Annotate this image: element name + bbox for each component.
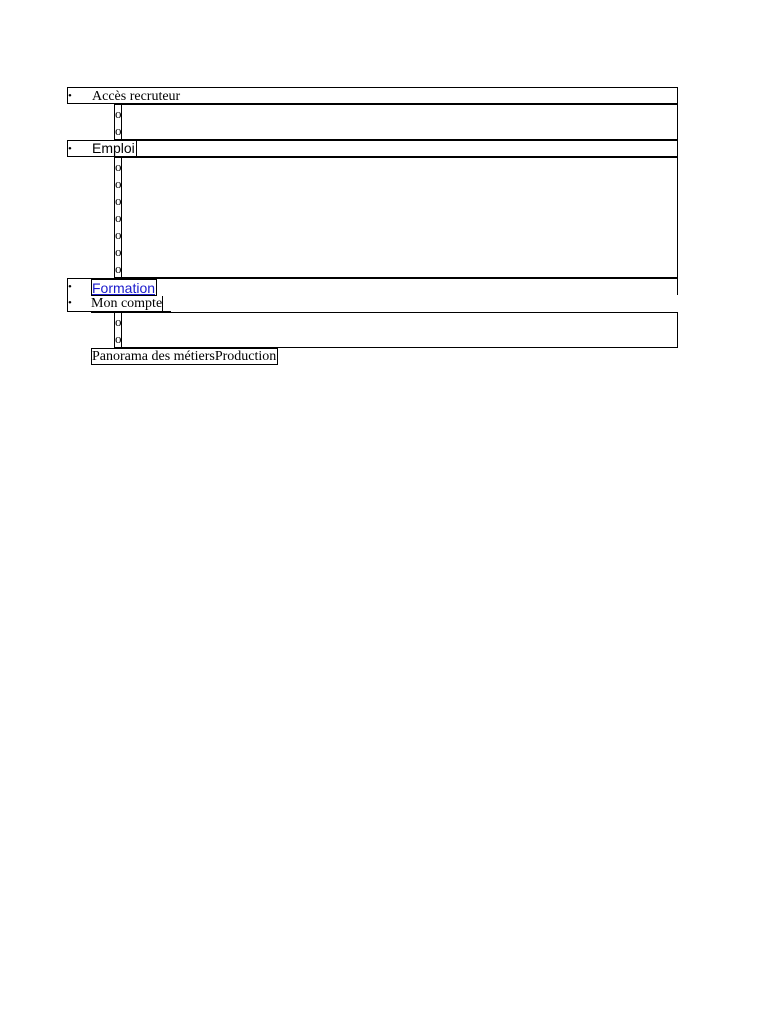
bullet-marker: • [68,281,72,293]
submenu-item[interactable] [115,192,677,209]
nav-item-formation [67,278,678,295]
nav-item-mon-compte[interactable] [67,295,171,312]
submenu-marker: o [115,261,122,276]
submenu-item[interactable] [115,260,677,277]
submenu-marker: o [115,244,122,259]
formation-link-text[interactable]: Formation [92,280,156,296]
nav-item-label[interactable]: Accès recruteur [92,89,181,104]
submenu-marker: o [115,123,122,138]
nav-item-label[interactable] [92,295,163,313]
submenu-mon-compte [114,312,678,348]
mon-compte-label[interactable]: Mon compte [91,296,163,311]
submenu-marker: o [115,227,122,242]
submenu-divider [121,226,122,243]
bullet-marker: • [68,90,72,102]
submenu-marker: o [115,210,122,225]
submenu-marker: o [115,331,122,346]
breadcrumb-text[interactable]: Panorama des métiersProduction [92,349,277,364]
breadcrumb [91,348,278,365]
submenu-item[interactable] [115,226,677,243]
submenu-divider [121,105,122,122]
submenu-marker: o [115,176,122,191]
main-nav [67,87,678,348]
submenu-item[interactable] [115,313,677,330]
nav-item-emploi[interactable] [67,140,678,157]
submenu-item[interactable] [115,330,677,347]
bullet-marker: • [68,297,72,309]
submenu-marker: o [115,159,122,174]
submenu-item[interactable] [115,209,677,226]
submenu-divider [121,313,122,330]
nav-item-label[interactable]: Emploi [92,140,135,156]
submenu-marker: o [115,106,122,121]
submenu-emploi [114,157,678,278]
submenu-item[interactable] [115,105,677,122]
submenu-divider [121,243,122,260]
submenu-acces-recruteur [114,104,678,140]
bullet-marker: • [68,143,72,155]
nav-item-acces-recruteur[interactable] [67,87,678,104]
submenu-marker: o [115,314,122,329]
submenu-divider [121,192,122,209]
submenu-item[interactable] [115,158,677,175]
submenu-divider [121,330,122,347]
submenu-divider [121,175,122,192]
submenu-divider [121,209,122,226]
submenu-divider [121,260,122,277]
submenu-divider [121,158,122,175]
submenu-marker: o [115,193,122,208]
submenu-divider [121,122,122,139]
submenu-item[interactable] [115,175,677,192]
submenu-item[interactable] [115,243,677,260]
submenu-item[interactable] [115,122,677,139]
